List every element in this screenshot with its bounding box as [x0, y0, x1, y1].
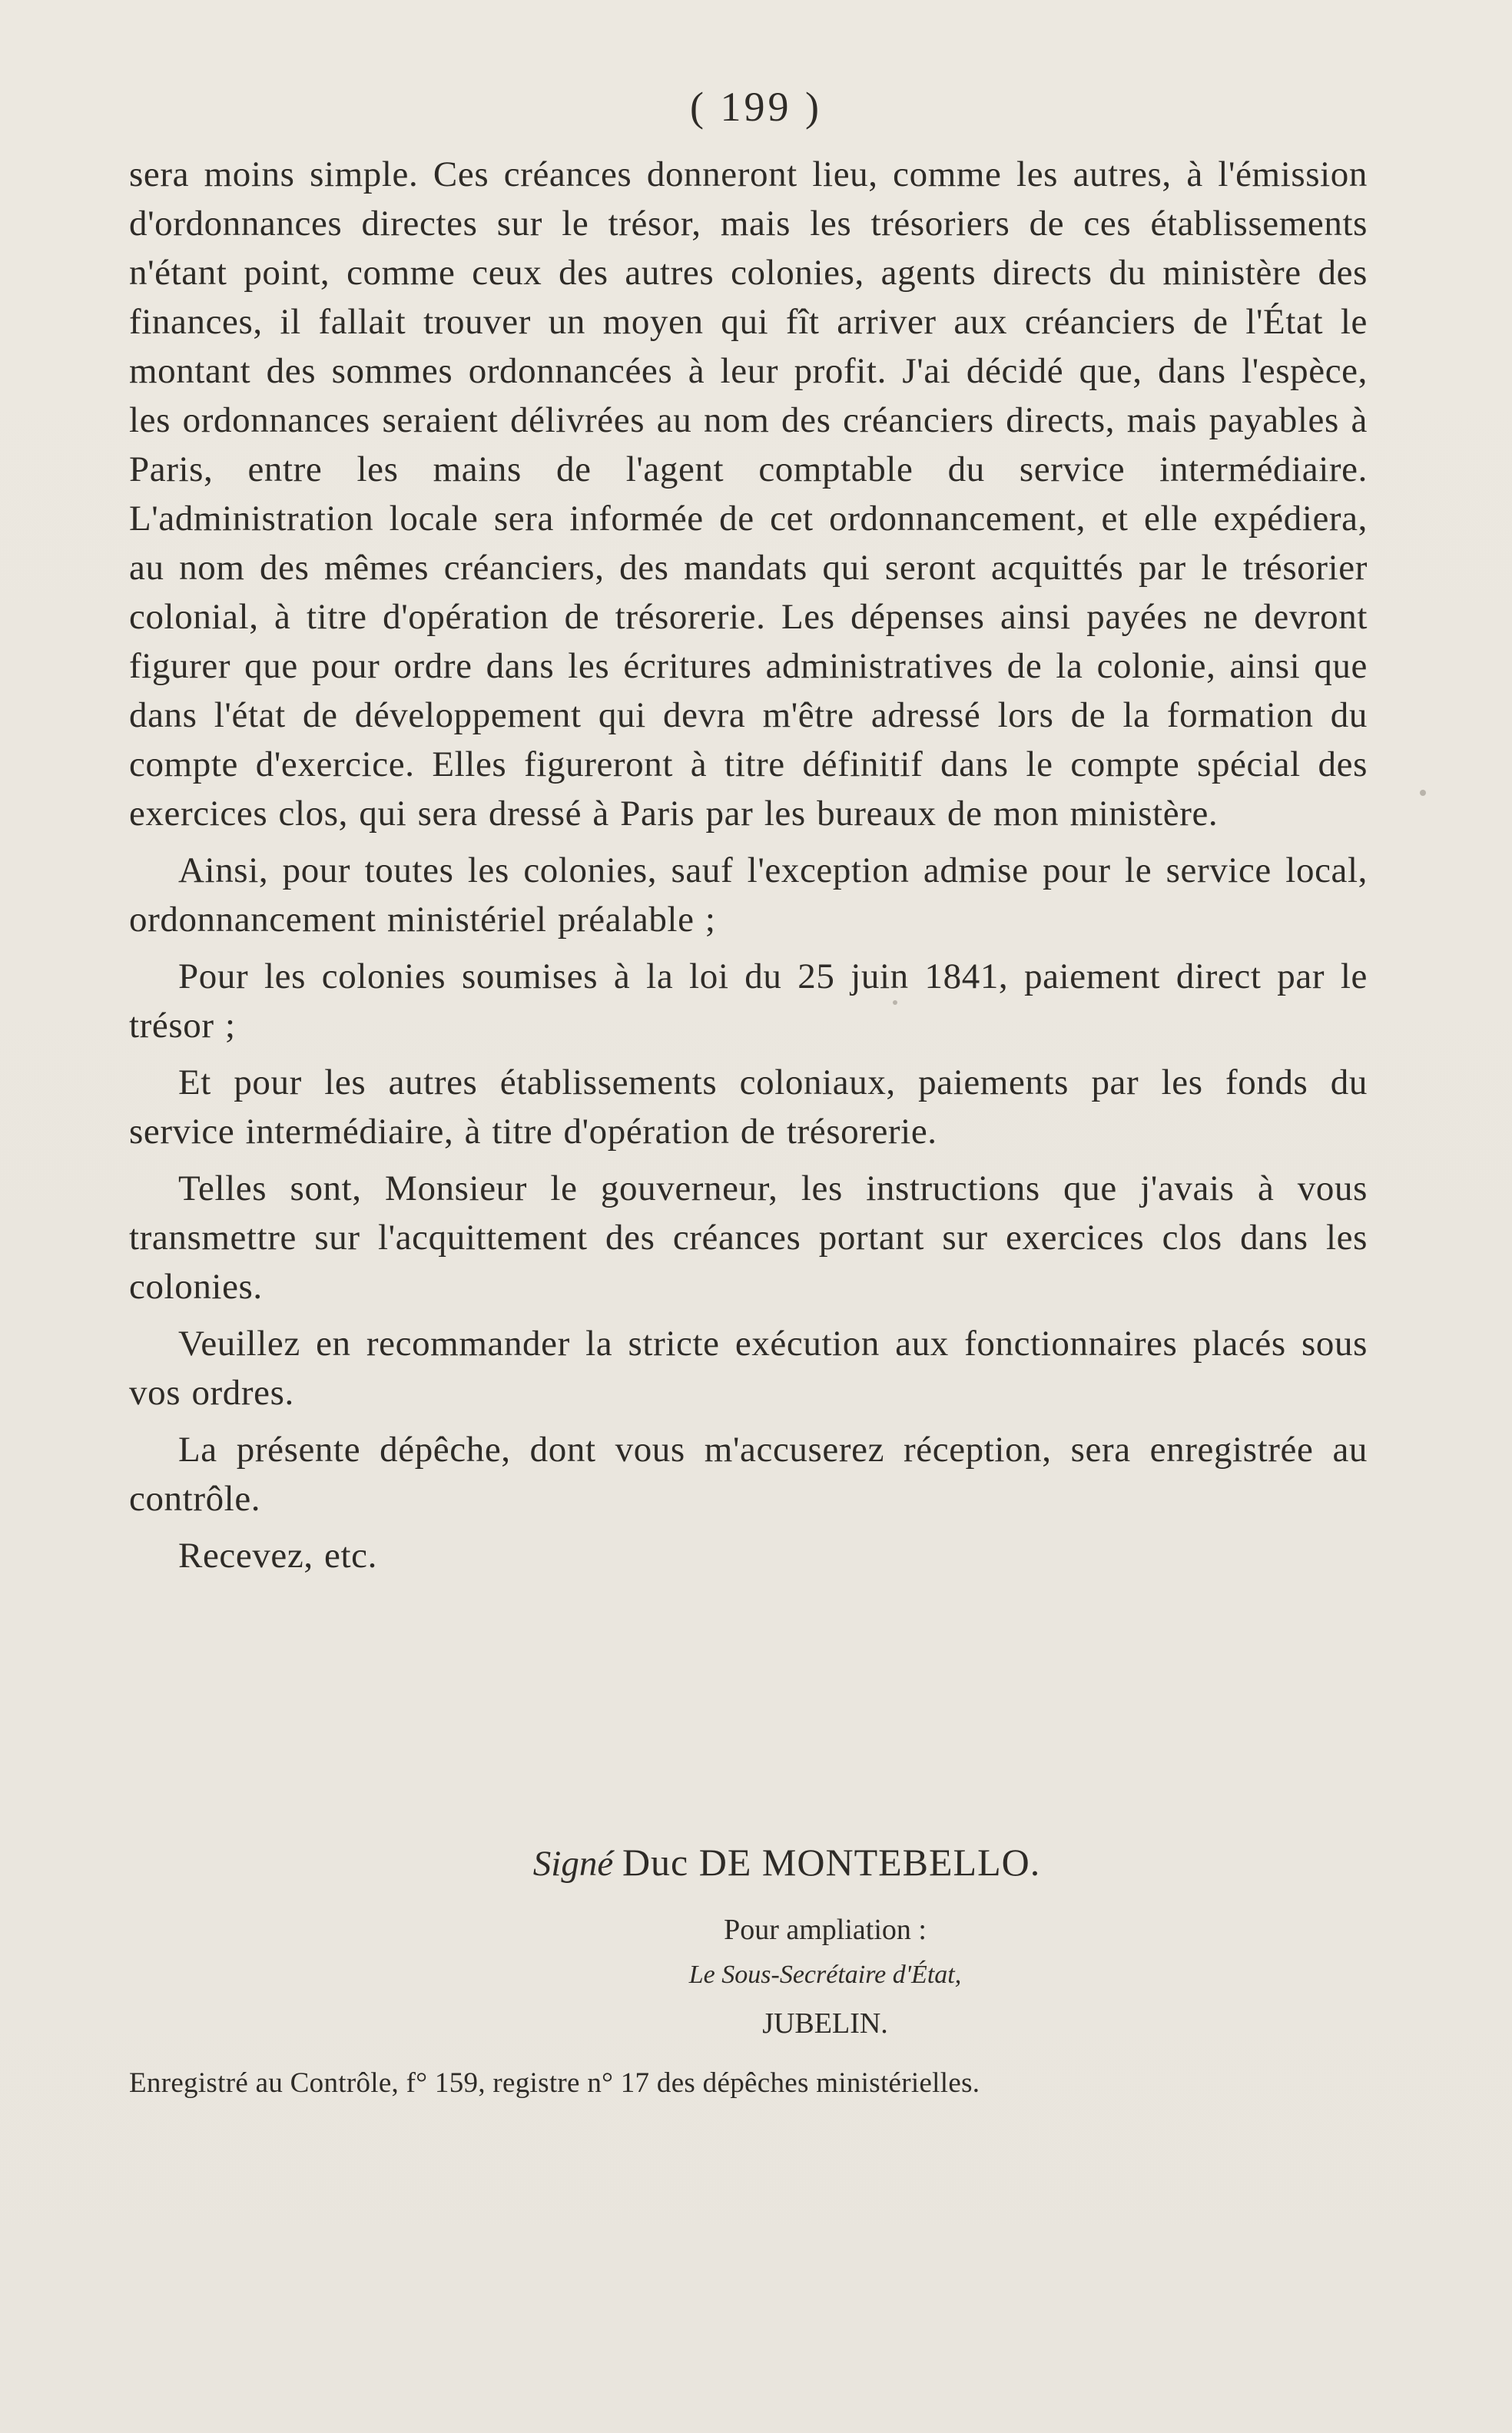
- paper-speck: [1420, 790, 1426, 796]
- registration-note: Enregistré au Contrôle, f° 159, registre n° 17 des dépêches ministérielles.: [129, 2067, 980, 2099]
- paragraph-1: sera moins simple. Ces créances donneront lieu, comme les autres, à l'émission d'ordonnances directes sur le trésor, mais les trésoriers de ces établissements n'étant point, comme ceux des autres colonies, agents directs du ministère des finances, il fallait trouver un moyen qui fît arriver aux créanciers de l'État le montant des sommes ordonnancées à leur profit. J'ai décidé que, dans l'espèce, les ordonnances seraient délivrées au nom des créanciers directs, mais payables à Paris, entre les mains de l'agent comptable du service intermédiaire. L'administration locale sera informée de cet ordonnancement, et elle expédiera, au nom des mêmes créanciers, des mandats qui seront acquittés par le trésorier colonial, à titre d'opération de trésorerie. Les dépenses ainsi payées ne devront figurer que pour ordre dans les écritures administratives de la colonie, ainsi que dans l'état de développement qui devra m'être adressé lors de la formation du compte d'exercice. Elles figureront à titre définitif dans le compte spécial des exercices clos, qui sera dressé à Paris par les bureaux de mon ministère.: [129, 154, 1368, 834]
- paragraph-5: Telles sont, Monsieur le gouverneur, les instructions que j'avais à vous transmettre sur l'acquittement des créances portant sur exercices clos dans les colonies.: [129, 1168, 1368, 1307]
- signed-word: Signé: [532, 1844, 614, 1884]
- ampliation-label: Pour ampliation :: [724, 1914, 927, 1946]
- ampliation-name: JUBELIN.: [762, 2007, 888, 2040]
- paragraph-2: Ainsi, pour toutes les colonies, sauf l'exception admise pour le service local, ordonnancement ministériel préalable ;: [129, 850, 1368, 940]
- paragraph-4: Et pour les autres établissements coloniaux, paiements par les fonds du service intermédiaire, à titre d'opération de trésorerie.: [129, 1062, 1368, 1152]
- paper-speck: [893, 1000, 897, 1005]
- paragraph-7: La présente dépêche, dont vous m'accuserez réception, sera enregistrée au contrôle.: [129, 1430, 1368, 1519]
- signature-line: [0, 1840, 1512, 1884]
- paragraph-8: Recevez, etc.: [178, 1536, 377, 1576]
- signatory-name: Duc DE MONTEBELLO.: [622, 1841, 1041, 1884]
- letter-body: [129, 150, 1368, 1588]
- paragraph-6: Veuillez en recommander la stricte exécution aux fonctionnaires placés sous vos ordres.: [129, 1324, 1368, 1413]
- page-number: ( 199 ): [690, 84, 822, 130]
- ampliation-title: Le Sous-Secrétaire d'État,: [688, 1961, 962, 1989]
- paragraph-3: Pour les colonies soumises à la loi du 25 juin 1841, paiement direct par le trésor ;: [129, 956, 1368, 1046]
